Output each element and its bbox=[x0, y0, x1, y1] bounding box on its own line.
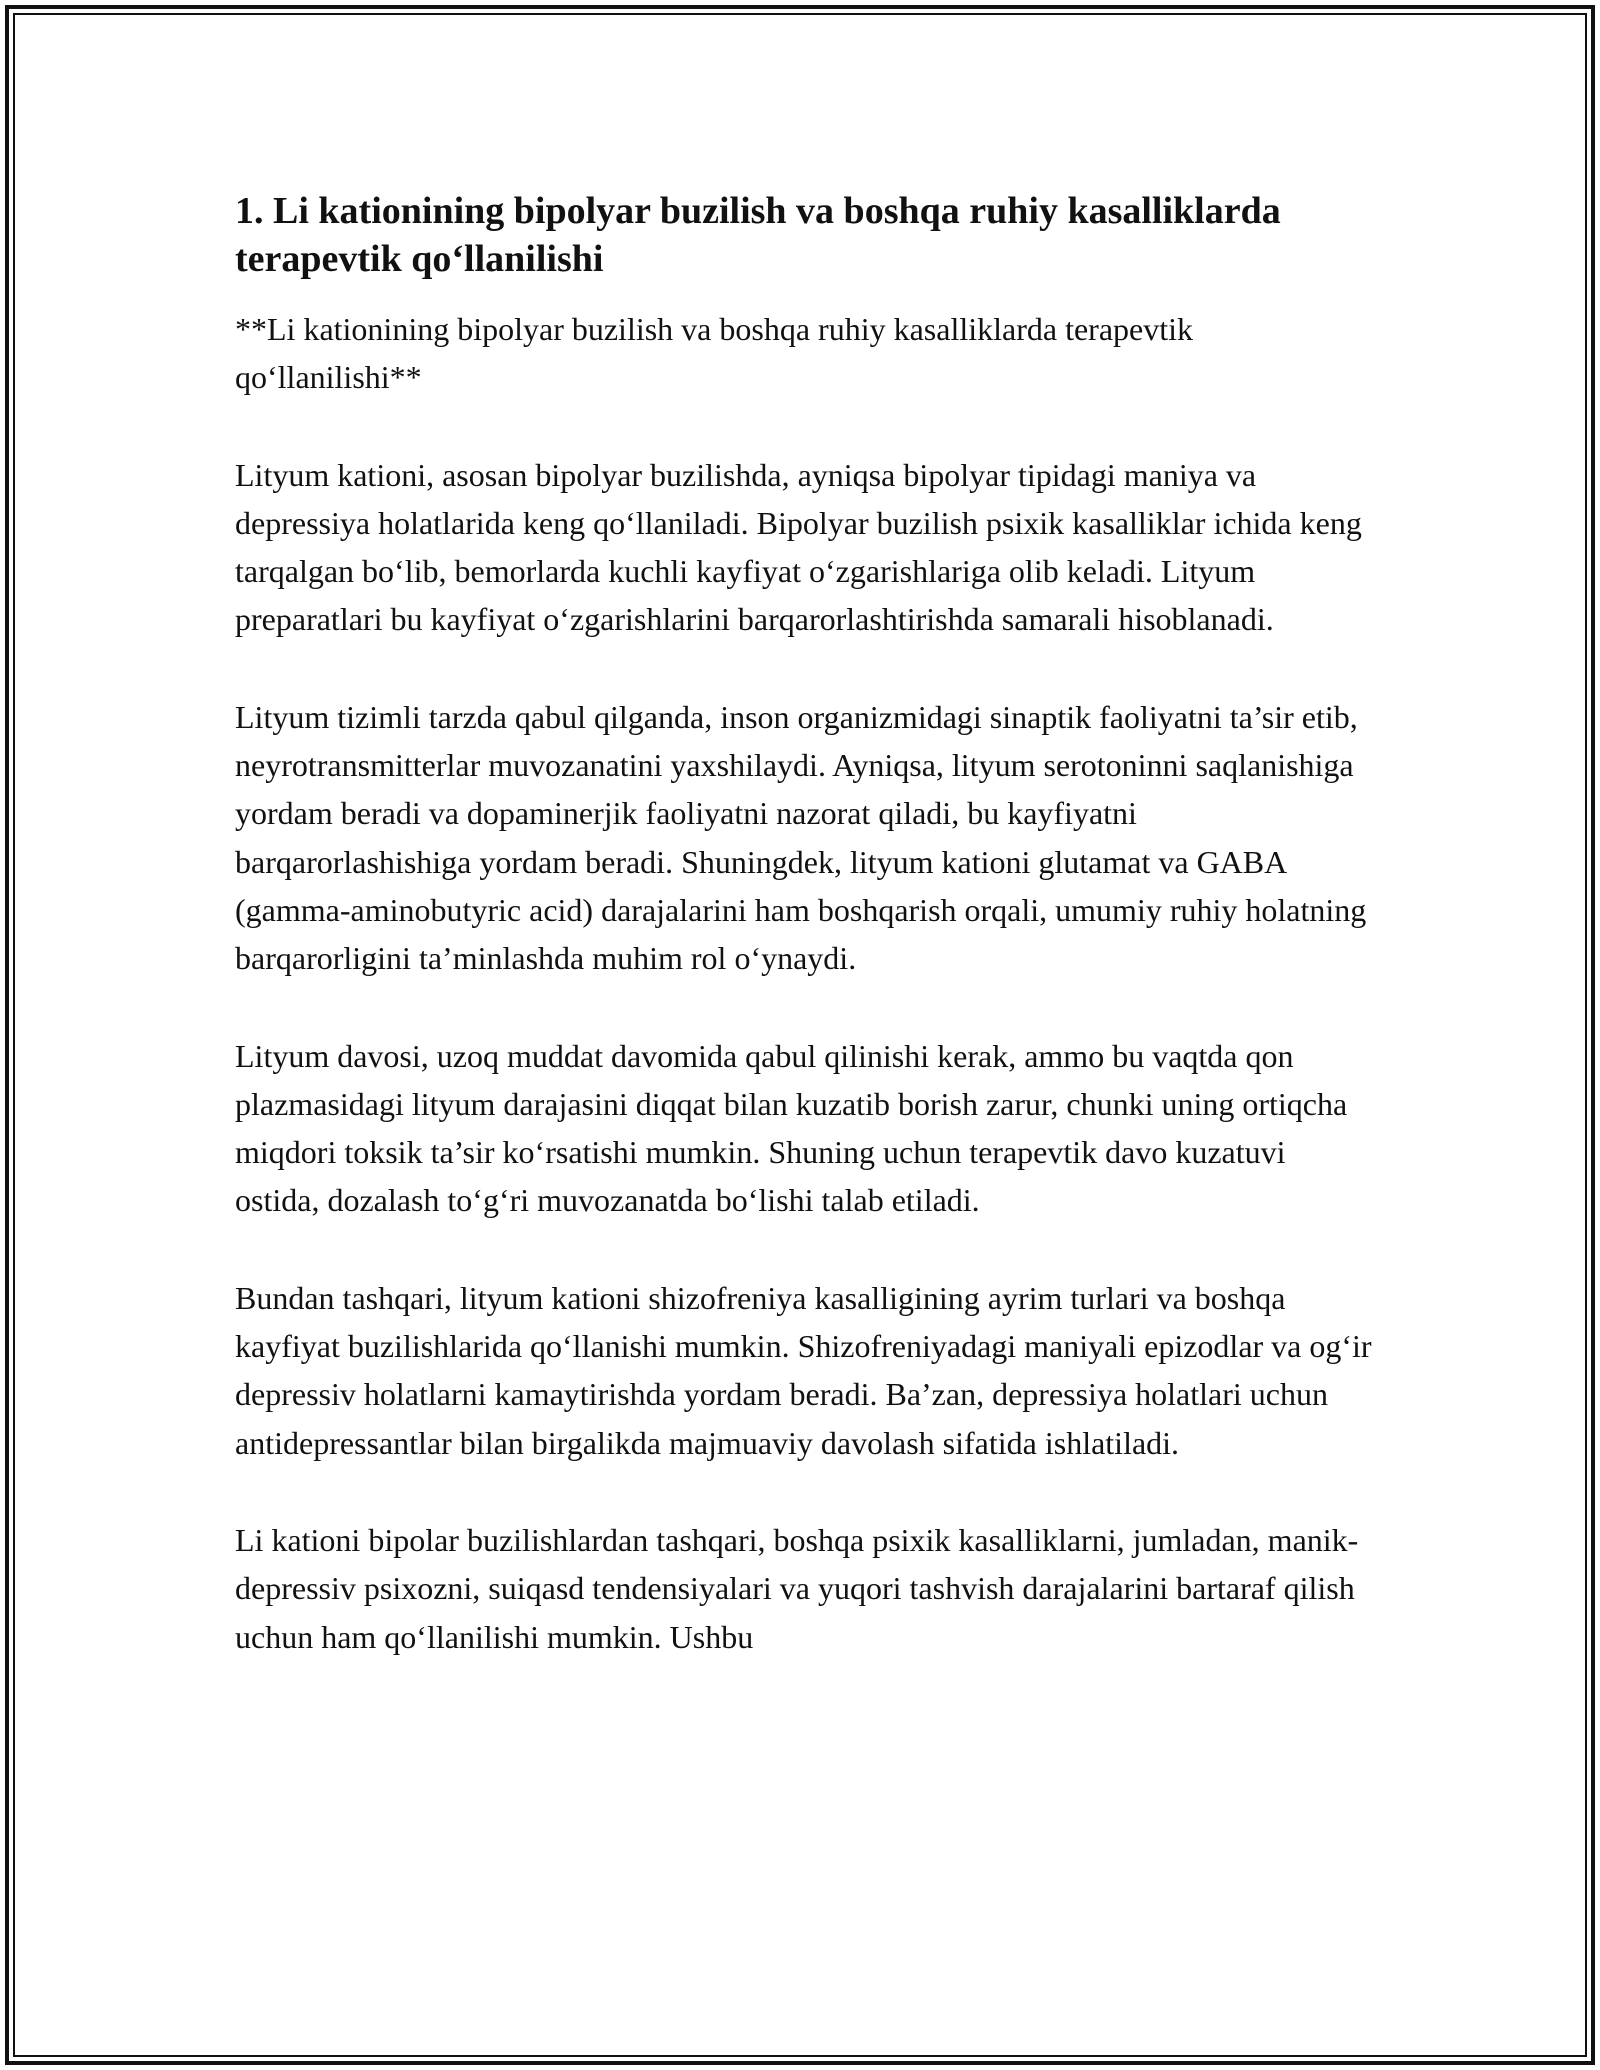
paragraph-other-disorders: Li kationi bipolar buzilishlardan tashqari, boshqa psixik kasalliklarni, jumladan, manik-depressiv psixozni, suiqasd tendensiyalari va yuqori tashvish darajalarini bartaraf qilish uchun ham qo‘llanilishi mumkin. Ushbu bbox=[235, 1521, 1359, 1655]
paragraph-schizophrenia: Bundan tashqari, lityum kationi shizofreniya kasalligining ayrim turlari va boshqa kayfiyat buzilishlarida qo‘llanishi mumkin. Shizofreniyadagi maniyali epizodlar va og‘ir depressiv holatlarni kamaytirishda yordam beradi. Ba’zan, depressiya holatlari uchun antidepressantlar bilan birgalikda majmuaviy davolash sifatida ishlatiladi. bbox=[235, 1279, 1372, 1461]
paragraph-mechanism: Lityum tizimli tarzda qabul qilganda, inson organizmidagi sinaptik faoliyatni ta’sir etib, neyrotransmitterlar muvozanatini yaxshilaydi. Ayniqsa, lityum serotoninni saqlanishiga yordam beradi va dopaminerjik faoliyatni nazorat qiladi, bu kayfiyatni barqarorlashishiga yordam beradi. Shuningdek, lityum kationi glutamat va GABA (gamma-aminobutyric acid) darajalarini ham boshqarish orqali, umumiy ruhiy holatning barqarorligini ta’minlashda muhim rol o‘ynaydi. bbox=[235, 698, 1367, 977]
paragraph-bold-heading: **Li kationining bipolyar buzilish va boshqa ruhiy kasalliklarda terapevtik qo‘llanilishi** bbox=[235, 311, 1193, 396]
paragraph-monitoring: Lityum davosi, uzoq muddat davomida qabul qilinishi kerak, ammo bu vaqtda qon plazmasidagi lityum darajasini diqqat bilan kuzatib borish zarur, chunki uning ortiqcha miqdori toksik ta’sir ko‘rsatishi mumkin. Shuning uchun terapevtik davo kuzatuvi ostida, dozalash to‘g‘ri muvozanatda bo‘lishi talab etiladi. bbox=[235, 1037, 1348, 1219]
document-body bbox=[235, 187, 1375, 1661]
document-title: 1. Li kationining bipolyar buzilish va boshqa ruhiy kasalliklarda terapevtik qo‘llanilishi bbox=[235, 190, 1281, 280]
paragraph-bipolar-usage: Lityum kationi, asosan bipolyar buzilishda, ayniqsa bipolyar tipidagi maniya va depressiya holatlarida keng qo‘llaniladi. Bipolyar buzilish psixik kasalliklar ichida keng tarqalgan bo‘lib, bemorlarda kuchli kayfiyat o‘zgarishlariga olib keladi. Lityum preparatlari bu kayfiyat o‘zgarishlarini barqarorlashtirishda samarali hisoblanadi. bbox=[235, 456, 1362, 638]
